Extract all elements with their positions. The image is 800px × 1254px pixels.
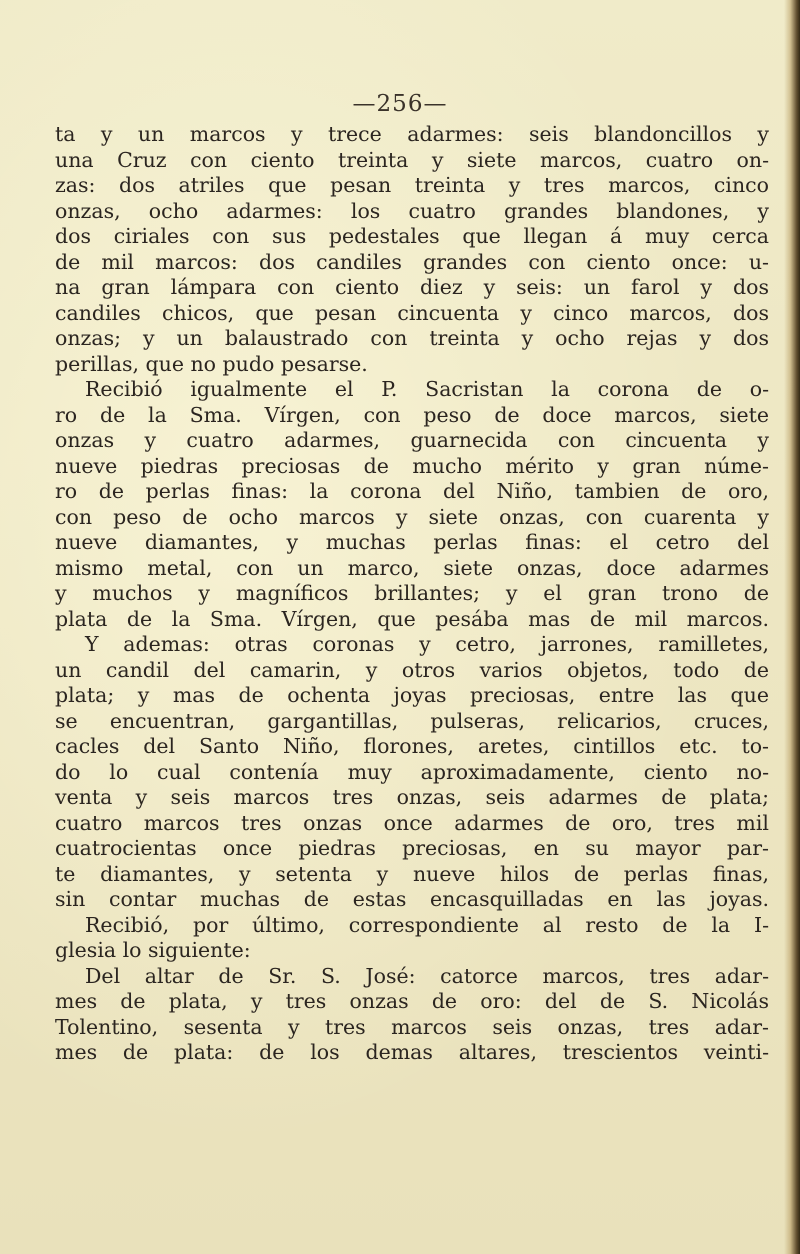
text-line: con peso de ocho marcos y siete onzas, con cuarenta y [55, 504, 769, 529]
text-line: y muchos y magníficos brillantes; y el gran trono de [55, 581, 769, 605]
text-line: mes de plata: de los demas altares, trescientos veinti- [55, 1040, 769, 1064]
text-line: una Cruz con ciento treinta y siete marcos, cuatro on- [55, 147, 769, 172]
text-line: te diamantes, y setenta y nueve hilos de perlas finas, [55, 861, 769, 886]
text-line: cuatro marcos tres onzas once adarmes de oro, tres mil [55, 810, 769, 835]
text-line: dos ciriales con sus pedestales que llegan á muy cerca [55, 224, 769, 248]
text-line: ta y un marcos y trece adarmes: seis blandoncillos y [55, 122, 769, 146]
text-line: Tolentino, sesenta y tres marcos seis onzas, tres adar- [55, 1014, 769, 1039]
text-line: Y ademas: otras coronas y cetro, jarrones, ramilletes, [85, 632, 769, 656]
text-line: Recibió, por último, correspondiente al resto de la I- [85, 912, 769, 937]
text-line: de mil marcos: dos candiles grandes con ciento once: u- [55, 249, 769, 274]
text-line: venta y seis marcos tres onzas, seis adarmes de plata; [55, 785, 769, 809]
text-line: ro de la Sma. Vírgen, con peso de doce marcos, siete [55, 402, 769, 427]
text-line: cuatrocientas once piedras preciosas, en su mayor par- [55, 836, 769, 860]
text-line: nueve piedras preciosas de mucho mérito y gran núme- [55, 453, 769, 478]
text-line: onzas, ocho adarmes: los cuatro grandes blandones, y [55, 198, 769, 223]
text-line: mismo metal, con un marco, siete onzas, doce adarmes [55, 555, 769, 580]
text-line: onzas y cuatro adarmes, guarnecida con cincuenta y [55, 428, 769, 452]
text-line: mes de plata, y tres onzas de oro: del de S. Nicolás [55, 989, 769, 1013]
text-line: nueve diamantes, y muchas perlas finas: el cetro del [55, 530, 769, 554]
text-line: Del altar de Sr. S. José: catorce marcos, tres adar- [85, 963, 769, 988]
text-line: do lo cual contenía muy aproximadamente, ciento no- [55, 759, 769, 784]
text-line: plata de la Sma. Vírgen, que pesába mas de mil marcos. [55, 606, 769, 631]
text-line: plata; y mas de ochenta joyas preciosas, entre las que [55, 683, 769, 707]
text-line: na gran lámpara con ciento diez y seis: un farol y dos [55, 275, 769, 299]
page-edge-shadow [784, 0, 800, 1254]
text-line: glesia lo siguiente: [55, 938, 251, 962]
text-line: candiles chicos, que pesan cincuenta y cinco marcos, dos [55, 300, 769, 325]
text-line: un candil del camarin, y otros varios objetos, todo de [55, 657, 769, 682]
text-line: perillas, que no pudo pesarse. [55, 351, 368, 376]
text-line: cacles del Santo Niño, florones, aretes, cintillos etc. to- [55, 734, 769, 758]
text-line: zas: dos atriles que pesan treinta y tres marcos, cinco [55, 173, 769, 197]
text-line: sin contar muchas de estas encasquilladas en las joyas. [55, 887, 769, 911]
page-number: —256— [352, 91, 448, 117]
text-line: Recibió igualmente el P. Sacristan la corona de o- [85, 377, 769, 401]
body-text [55, 122, 769, 1066]
text-line: se encuentran, gargantillas, pulseras, relicarios, cruces, [55, 708, 769, 733]
text-line: ro de perlas finas: la corona del Niño, tambien de oro, [55, 479, 769, 503]
text-line: onzas; y un balaustrado con treinta y ocho rejas y dos [55, 326, 769, 350]
